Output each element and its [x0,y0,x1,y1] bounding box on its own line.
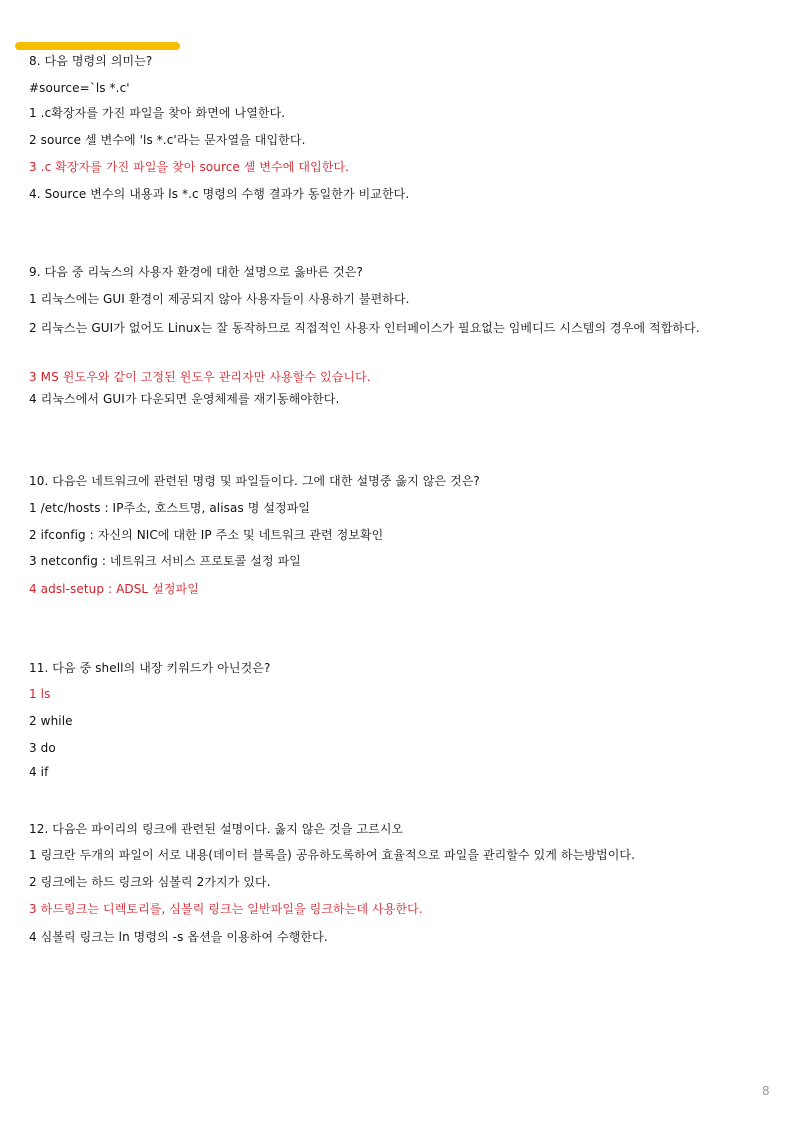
question-8-title: 8. 다음 명령의 의미는? [29,54,153,68]
question-8-option-4: 4. Source 변수의 내용과 ls *.c 명령의 수행 결과가 동일한가 비교한다. [29,187,410,201]
question-12-option-3-answer: 3 하드링크는 디렉토리를, 심볼릭 링크는 일반파일을 링크하는데 사용한다. [29,902,423,916]
question-10-option-3: 3 netconfig : 네트워크 서비스 프로토콜 설정 파일 [29,554,301,568]
question-9-option-3-answer: 3 MS 윈도우와 같이 고정된 윈도우 관리자만 사용할수 있습니다. [29,370,371,384]
question-9-option-4: 4 리눅스에서 GUI가 다운되면 운영체제를 재기동해야한다. [29,392,340,406]
question-11-option-2: 2 while [29,714,73,728]
question-8-option-1: 1 .c확장자를 가진 파일을 찾아 화면에 나열한다. [29,106,286,120]
question-10-option-2: 2 ifconfig : 자신의 NIC에 대한 IP 주소 및 네트워크 관련 정보확인 [29,528,384,542]
question-9-title: 9. 다음 중 리눅스의 사용자 환경에 대한 설명으로 옳바른 것은? [29,265,363,279]
question-8-code: #source=`ls *.c' [29,81,130,95]
question-10-option-1: 1 /etc/hosts : IP주소, 호스트명, alisas 명 설정파일 [29,501,311,515]
question-8-option-2: 2 source 셀 변수에 'ls *.c'라는 문자열을 대입한다. [29,133,306,147]
question-12-title: 12. 다음은 파이리의 링크에 관련된 설명이다. 옳지 않은 것을 고르시오 [29,822,404,836]
question-9-option-2: 2 리눅스는 GUI가 없어도 Linux는 잘 동작하므로 직접적인 사용자 인터페이스가 필요없는 임베디드 시스템의 경우에 적합하다. [29,321,700,335]
question-11-option-4: 4 if [29,765,49,779]
question-10-title: 10. 다음은 네트워크에 관련된 명령 및 파일들이다. 그에 대한 설명중 옳지 않은 것은? [29,474,480,488]
highlight-bar [15,42,180,50]
question-9-option-1: 1 리눅스에는 GUI 환경이 제공되지 않아 사용자들이 사용하기 불편하다. [29,292,410,306]
question-11-title: 11. 다음 중 shell의 내장 키워드가 아닌것은? [29,661,271,675]
page-number: 8 [762,1084,770,1098]
question-12-option-2: 2 링크에는 하드 링크와 심볼릭 2가지가 있다. [29,875,271,889]
question-11-option-3: 3 do [29,741,56,755]
question-8-option-3-answer: 3 .c 확장자를 가진 파일을 찾아 source 셸 변수에 대입한다. [29,160,350,174]
question-12-option-1: 1 링크란 두개의 파일이 서로 내용(데이터 블록을) 공유하도록하여 효율적으로 파일을 관리할수 있게 하는방법이다. [29,848,636,862]
question-12-option-4: 4 심볼릭 링크는 ln 명령의 -s 옵션을 이용하여 수행한다. [29,930,328,944]
question-11-option-1-answer: 1 ls [29,687,51,701]
question-10-option-4-answer: 4 adsl-setup : ADSL 설정파일 [29,582,199,596]
